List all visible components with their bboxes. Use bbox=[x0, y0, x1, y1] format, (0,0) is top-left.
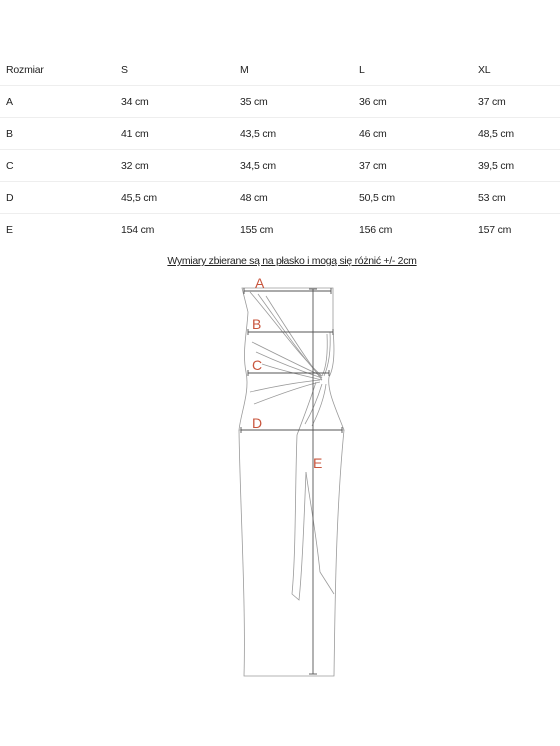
row-label: E bbox=[6, 223, 13, 236]
table-row bbox=[0, 118, 560, 150]
table-cell: 155 cm bbox=[240, 223, 274, 236]
table-cell: 48 cm bbox=[240, 182, 359, 214]
table-row bbox=[0, 150, 560, 182]
table-cell: 48,5 cm bbox=[478, 118, 560, 150]
table-cell: 32 cm bbox=[121, 150, 240, 182]
size-table bbox=[0, 54, 560, 245]
table-cell: 35 cm bbox=[240, 86, 359, 118]
table-cell: 53 cm bbox=[478, 182, 560, 214]
table-cell: 46 cm bbox=[359, 118, 478, 150]
measurement-note: Wymiary zbierane są na płasko i mogą się różnić +/- 2cm bbox=[167, 255, 417, 267]
dress-diagram bbox=[0, 272, 560, 746]
table-cell: 37 cm bbox=[359, 150, 478, 182]
table-cell: 156 cm bbox=[359, 223, 393, 236]
dress-drape-panel bbox=[292, 382, 316, 600]
column-header: L bbox=[359, 54, 478, 86]
table-cell: 50,5 cm bbox=[359, 182, 478, 214]
row-label: B bbox=[0, 118, 121, 150]
measure-label-b: B bbox=[252, 316, 262, 332]
column-header: XL bbox=[478, 54, 560, 86]
table-cell: 36 cm bbox=[359, 86, 478, 118]
table-cell: 45,5 cm bbox=[121, 182, 240, 214]
table-cell: 41 cm bbox=[121, 118, 240, 150]
row-label: D bbox=[0, 182, 121, 214]
row-label: C bbox=[0, 150, 121, 182]
table-row bbox=[0, 214, 560, 246]
table-cell: 43,5 cm bbox=[240, 118, 359, 150]
table-cell: 39,5 cm bbox=[478, 150, 560, 182]
column-header: S bbox=[121, 54, 240, 86]
table-cell: 154 cm bbox=[121, 223, 155, 236]
table-cell: 34 cm bbox=[121, 86, 240, 118]
table-header-row bbox=[0, 54, 560, 86]
measure-lines bbox=[241, 288, 342, 674]
size-table-body bbox=[0, 54, 560, 245]
measure-label-a: A bbox=[255, 275, 265, 291]
measure-label-c: C bbox=[252, 357, 263, 373]
table-row bbox=[0, 182, 560, 214]
dress-outline bbox=[239, 288, 344, 676]
measure-label-d: D bbox=[252, 415, 263, 431]
column-header: M bbox=[240, 54, 359, 86]
table-cell: 34,5 cm bbox=[240, 150, 359, 182]
table-cell: 37 cm bbox=[478, 86, 560, 118]
column-header: Rozmiar bbox=[0, 54, 121, 86]
table-cell: 157 cm bbox=[478, 223, 512, 236]
dress-skirt bbox=[239, 430, 344, 676]
row-label: A bbox=[0, 86, 121, 118]
measure-label-e: E bbox=[313, 455, 323, 471]
table-row bbox=[0, 86, 560, 118]
